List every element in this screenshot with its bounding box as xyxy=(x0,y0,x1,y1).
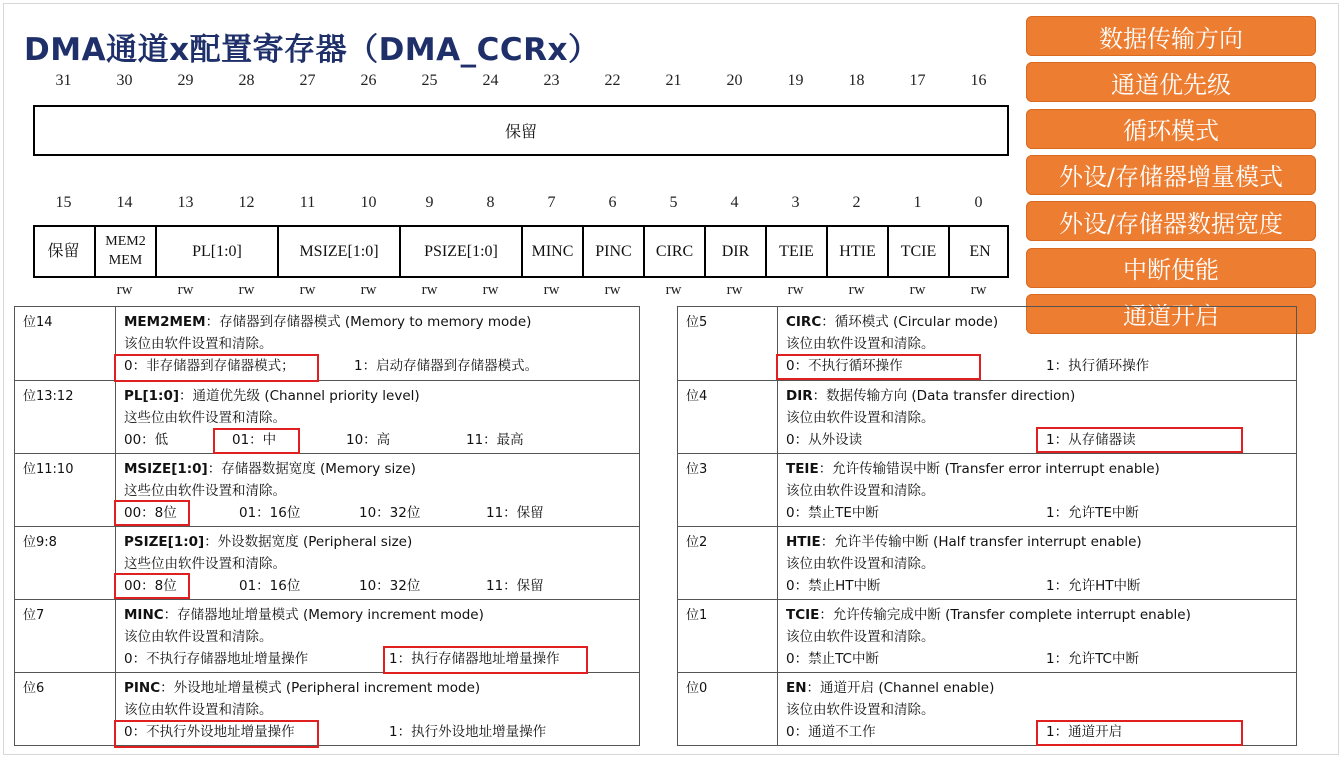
highlight-box xyxy=(114,354,319,382)
option-value: 0：从外设读 xyxy=(786,432,863,448)
field-desc: ：通道优先级 (Channel priority level) xyxy=(179,388,420,404)
bit-position: 位6 xyxy=(15,673,116,746)
field-desc: ：循环模式 (Circular mode) xyxy=(821,314,999,330)
access-label: rw xyxy=(238,282,255,298)
access-label: rw xyxy=(299,282,316,298)
register-field: PSIZE[1:0] xyxy=(399,225,521,278)
bit-description xyxy=(116,527,640,600)
bit-number: 10 xyxy=(360,194,377,211)
bit-number: 12 xyxy=(238,194,255,211)
note-line: 该位由软件设置和清除。 xyxy=(786,629,935,645)
option-value: 1：允许HT中断 xyxy=(1046,578,1141,594)
option-value: 0：通道不工作 xyxy=(786,724,876,740)
bit-number: 9 xyxy=(425,194,434,211)
bit-number: 3 xyxy=(791,194,800,211)
option-value: 00：8位 xyxy=(124,578,177,594)
register-field: CIRC xyxy=(643,225,704,278)
option-value: 0：不执行存储器地址增量操作 xyxy=(124,651,309,667)
field-desc: ：允许半传输中断 (Half transfer interrupt enable) xyxy=(820,534,1142,550)
access-label: rw xyxy=(665,282,682,298)
description-line xyxy=(124,531,631,553)
page-title: DMA通道x配置寄存器（DMA_CCRx） xyxy=(24,32,600,68)
register-field: MSIZE[1:0] xyxy=(277,225,399,278)
bit-position: 位2 xyxy=(678,527,778,600)
bit-description xyxy=(778,600,1297,673)
bit-number: 30 xyxy=(116,72,133,89)
field-name: MSIZE[1:0] xyxy=(124,461,208,477)
table-row xyxy=(678,454,1297,527)
field-desc: ：外设数据宽度 (Peripheral size) xyxy=(204,534,413,550)
option-value: 00：8位 xyxy=(124,505,177,521)
options-line xyxy=(786,575,1288,597)
option-value: 1：从存储器读 xyxy=(1046,432,1136,448)
options-line xyxy=(124,429,631,451)
bit-position: 位7 xyxy=(15,600,116,673)
field-name: PSIZE[1:0] xyxy=(124,534,205,550)
option-value: 0：禁止HT中断 xyxy=(786,578,881,594)
option-value: 1：启动存储器到存储器模式。 xyxy=(354,358,539,374)
bit-number: 1 xyxy=(913,194,922,211)
bit-number: 23 xyxy=(543,72,560,89)
description-line xyxy=(786,311,1288,333)
highlight-box xyxy=(114,720,319,748)
note-line: 该位由软件设置和清除。 xyxy=(124,629,273,645)
access-label: rw xyxy=(787,282,804,298)
field-name: PL[1:0] xyxy=(124,388,180,404)
bit-position: 位13:12 xyxy=(15,381,116,454)
option-value: 01：16位 xyxy=(239,505,301,521)
bit-description xyxy=(116,454,640,527)
register-field: 保留 xyxy=(47,242,80,260)
note-line: 这些位由软件设置和清除。 xyxy=(124,556,286,572)
description-line xyxy=(786,385,1288,407)
register-field: PL[1:0] xyxy=(155,225,277,278)
option-value: 1：允许TE中断 xyxy=(1046,505,1139,521)
bit-number: 25 xyxy=(421,72,438,89)
field-name: DIR xyxy=(786,388,813,404)
description-line xyxy=(786,604,1288,626)
field-name: MEM2MEM xyxy=(124,314,206,330)
bit-number: 26 xyxy=(360,72,377,89)
option-value: 0：禁止TE中断 xyxy=(786,505,879,521)
high-register-reserved xyxy=(33,105,1009,156)
option-value: 1：执行循环操作 xyxy=(1046,358,1150,374)
option-value: 1：执行存储器地址增量操作 xyxy=(389,651,560,667)
access-label: rw xyxy=(360,282,377,298)
access-label: rw xyxy=(909,282,926,298)
access-label: rw xyxy=(116,282,133,298)
legend-button: 循环模式 xyxy=(1026,109,1316,149)
bit-number: 27 xyxy=(299,72,316,89)
reserved-label: 保留 xyxy=(504,122,537,141)
description-line xyxy=(124,385,631,407)
bit-number: 15 xyxy=(55,194,72,211)
bit-number: 21 xyxy=(665,72,682,89)
highlight-box xyxy=(383,646,588,674)
option-value: 0：非存储器到存储器模式； xyxy=(124,358,295,374)
access-label: rw xyxy=(970,282,987,298)
option-value: 0：不执行外设地址增量操作 xyxy=(124,724,295,740)
right-description-table xyxy=(677,306,1297,746)
register-field: HTIE xyxy=(826,225,887,278)
note-line: 该位由软件设置和清除。 xyxy=(786,336,935,352)
bit-position: 位11:10 xyxy=(15,454,116,527)
option-value: 0：禁止TC中断 xyxy=(786,651,879,667)
access-label: rw xyxy=(421,282,438,298)
bit-number: 0 xyxy=(974,194,983,211)
note-line: 该位由软件设置和清除。 xyxy=(124,336,273,352)
bit-number: 11 xyxy=(299,194,316,211)
field-name: HTIE xyxy=(786,534,821,550)
table-row xyxy=(678,600,1297,673)
description-line xyxy=(124,604,631,626)
bit-number: 16 xyxy=(970,72,987,89)
description-line xyxy=(786,677,1288,699)
access-label: rw xyxy=(543,282,560,298)
bit-number: 5 xyxy=(669,194,678,211)
bit-number: 8 xyxy=(486,194,495,211)
option-value: 11：保留 xyxy=(486,505,544,521)
options-line xyxy=(124,575,631,597)
field-name: EN xyxy=(786,680,807,696)
access-label: rw xyxy=(848,282,865,298)
bit-position: 位1 xyxy=(678,600,778,673)
field-name: TEIE xyxy=(786,461,819,477)
legend-button: 通道优先级 xyxy=(1026,62,1316,102)
bit-number: 14 xyxy=(116,194,133,211)
legend-button: 外设/存储器数据宽度 xyxy=(1026,201,1316,241)
register-field: EN xyxy=(948,225,1010,278)
bit-position: 位0 xyxy=(678,673,778,746)
highlight-box xyxy=(114,573,190,599)
bit-number: 6 xyxy=(608,194,617,211)
bit-position: 位9:8 xyxy=(15,527,116,600)
access-label: rw xyxy=(604,282,621,298)
bit-number: 13 xyxy=(177,194,194,211)
note-line: 该位由软件设置和清除。 xyxy=(786,410,935,426)
bit-number: 31 xyxy=(55,72,72,89)
legend-button: 通道开启 xyxy=(1026,294,1316,334)
note-line: 该位由软件设置和清除。 xyxy=(124,702,273,718)
field-desc: ：存储器地址增量模式 (Memory increment mode) xyxy=(163,607,484,623)
highlight-box xyxy=(1036,427,1243,453)
field-name: MINC xyxy=(124,607,164,623)
bit-number: 29 xyxy=(177,72,194,89)
description-line xyxy=(124,677,631,699)
legend-button: 中断使能 xyxy=(1026,248,1316,288)
bit-number: 2 xyxy=(852,194,861,211)
table-row xyxy=(678,527,1297,600)
note-line: 这些位由软件设置和清除。 xyxy=(124,410,286,426)
bit-position: 位4 xyxy=(678,381,778,454)
option-value: 1：允许TC中断 xyxy=(1046,651,1139,667)
option-value: 00：低 xyxy=(124,432,169,448)
option-value: 01：16位 xyxy=(239,578,301,594)
register-field: DIR xyxy=(704,225,765,278)
field-desc: ：允许传输完成中断 (Transfer complete interrupt enable) xyxy=(819,607,1191,623)
field-desc: ：存储器数据宽度 (Memory size) xyxy=(207,461,416,477)
field-desc: ：外设地址增量模式 (Peripheral increment mode) xyxy=(160,680,481,696)
note-line: 该位由软件设置和清除。 xyxy=(786,702,935,718)
bit-description xyxy=(778,454,1297,527)
highlight-box xyxy=(213,428,300,454)
options-line xyxy=(786,648,1288,670)
access-label: rw xyxy=(482,282,499,298)
bit-number: 18 xyxy=(848,72,865,89)
left-description-table xyxy=(14,306,640,746)
option-value: 10：32位 xyxy=(359,505,421,521)
note-line: 这些位由软件设置和清除。 xyxy=(124,483,286,499)
note-line: 该位由软件设置和清除。 xyxy=(786,483,935,499)
bit-number: 20 xyxy=(726,72,743,89)
field-desc: ：允许传输错误中断 (Transfer error interrupt enable) xyxy=(818,461,1160,477)
options-line xyxy=(124,502,631,524)
table-row xyxy=(15,381,640,454)
field-desc: ：存储器到存储器模式 (Memory to memory mode) xyxy=(205,314,532,330)
option-value: 11：保留 xyxy=(486,578,544,594)
table-row xyxy=(15,307,640,381)
option-value: 10：高 xyxy=(346,432,391,448)
register-field: PINC xyxy=(582,225,643,278)
options-line xyxy=(786,502,1288,524)
legend-button: 数据传输方向 xyxy=(1026,16,1316,56)
bit-number: 7 xyxy=(547,194,556,211)
field-name: TCIE xyxy=(786,607,820,623)
option-value: 1：执行外设地址增量操作 xyxy=(389,724,547,740)
register-field: TCIE xyxy=(887,225,948,278)
legend-button: 外设/存储器增量模式 xyxy=(1026,155,1316,195)
register-field: MINC xyxy=(521,225,582,278)
note-line: 该位由软件设置和清除。 xyxy=(786,556,935,572)
register-field: MEM2 MEM xyxy=(94,225,155,278)
table-row xyxy=(15,527,640,600)
bit-description xyxy=(116,381,640,454)
access-label: rw xyxy=(177,282,194,298)
description-line xyxy=(124,458,631,480)
bit-number: 28 xyxy=(238,72,255,89)
description-line xyxy=(786,458,1288,480)
option-value: 0：不执行循环操作 xyxy=(786,358,903,374)
field-desc: ：通道开启 (Channel enable) xyxy=(806,680,995,696)
option-value: 11：最高 xyxy=(466,432,524,448)
table-row xyxy=(678,307,1297,381)
table-row xyxy=(15,673,640,746)
bit-number: 17 xyxy=(909,72,926,89)
access-label: rw xyxy=(726,282,743,298)
highlight-box xyxy=(114,500,190,526)
bit-number: 22 xyxy=(604,72,621,89)
bit-position: 位14 xyxy=(15,307,116,381)
description-line xyxy=(786,531,1288,553)
description-line xyxy=(124,311,631,333)
field-name: PINC xyxy=(124,680,161,696)
field-desc: ：数据传输方向 (Data transfer direction) xyxy=(812,388,1076,404)
field-name: CIRC xyxy=(786,314,822,330)
bit-number: 19 xyxy=(787,72,804,89)
bit-description xyxy=(778,527,1297,600)
bit-position: 位3 xyxy=(678,454,778,527)
bit-number: 4 xyxy=(730,194,739,211)
highlight-box xyxy=(1036,720,1243,746)
option-value: 10：32位 xyxy=(359,578,421,594)
register-field: TEIE xyxy=(765,225,826,278)
bit-position: 位5 xyxy=(678,307,778,381)
option-value: 01：中 xyxy=(232,432,277,448)
table-row xyxy=(15,454,640,527)
bit-number: 24 xyxy=(482,72,499,89)
highlight-box xyxy=(776,354,981,380)
option-value: 1：通道开启 xyxy=(1046,724,1123,740)
